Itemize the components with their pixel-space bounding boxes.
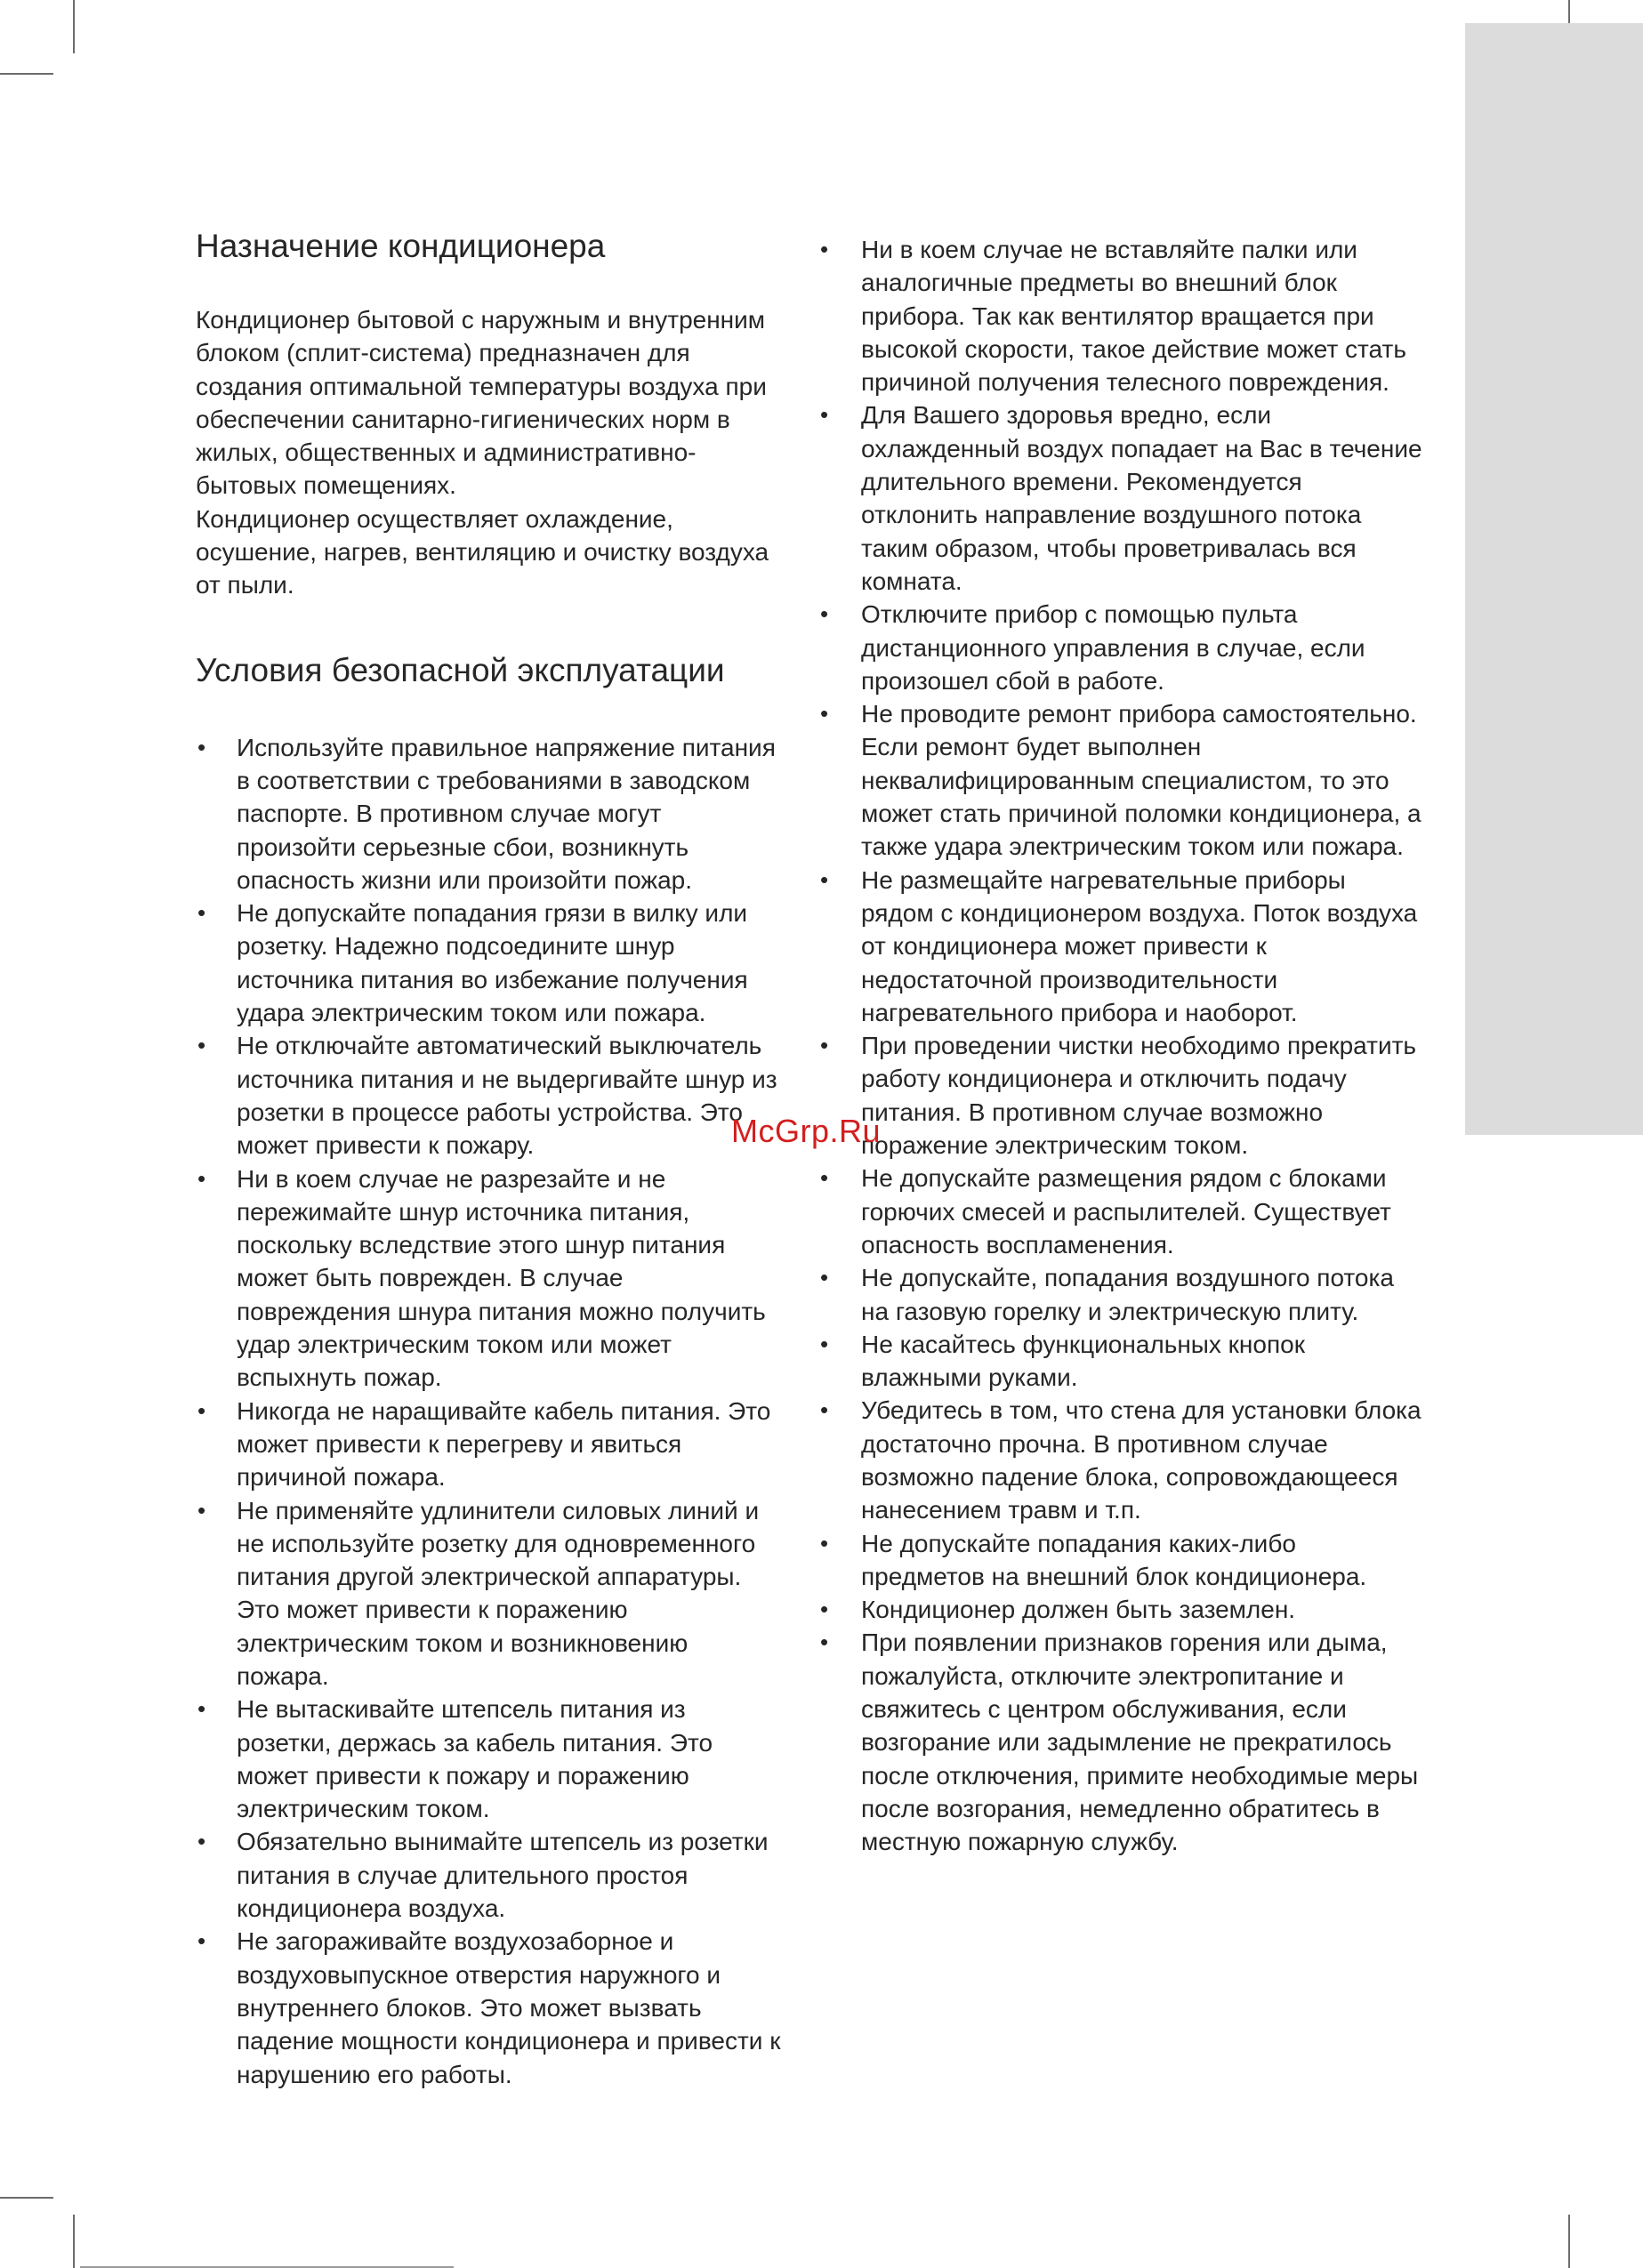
list-item-text: Отключите прибор с помощью пульта дистанционного управления в случае, если произошел сбой в работе. bbox=[861, 600, 1365, 695]
bullet-icon: • bbox=[820, 236, 829, 262]
watermark: McGrp.Ru bbox=[731, 1113, 882, 1149]
list-item-text: Никогда не наращивайте кабель питания. Это может привести к перегреву и явиться причиной пожара. bbox=[237, 1396, 771, 1492]
list-item-text: Не загораживайте воздухозаборное и воздуховыпускное отверстия наружного и внутреннего блоков. Это может вызвать падение мощности кондиционера и привести к нарушению его работы. bbox=[237, 1927, 781, 2088]
bullet-icon: • bbox=[197, 1927, 206, 1955]
crop-mark-top-left-v bbox=[73, 0, 75, 53]
bullet-icon: • bbox=[820, 700, 829, 728]
list-item bbox=[196, 1693, 783, 1825]
bullet-icon: • bbox=[820, 1629, 829, 1656]
list-item bbox=[196, 897, 783, 1029]
bullet-icon: • bbox=[820, 1396, 829, 1424]
list-item bbox=[818, 598, 1423, 697]
bullet-icon: • bbox=[820, 1596, 829, 1623]
section-title-purpose: Назначение кондиционера bbox=[196, 228, 606, 264]
right-column bbox=[818, 233, 1423, 1859]
list-item bbox=[818, 1394, 1423, 1526]
list-item bbox=[196, 1162, 783, 1395]
bullet-icon: • bbox=[820, 401, 829, 429]
safety-list-right bbox=[818, 233, 1423, 1859]
list-item bbox=[818, 233, 1423, 398]
left-column bbox=[196, 227, 783, 2091]
list-item-text: Убедитесь в том, что стена для установки блока достаточно прочна. В противном случае возможно падение блока, сопровождающееся нанесением травм и т.п. bbox=[861, 1396, 1422, 1524]
side-tab-bar bbox=[1465, 23, 1643, 1135]
list-item bbox=[818, 1162, 1423, 1261]
bullet-icon: • bbox=[820, 1529, 829, 1556]
list-item-text: Не вытаскивайте штепсель питания из розетки, держась за кабель питания. Это может привести к пожару и поражению электрическим током. bbox=[237, 1695, 713, 1823]
bullet-icon: • bbox=[820, 1032, 829, 1059]
bullet-icon: • bbox=[197, 1164, 206, 1192]
crop-mark-bottom-left-h bbox=[0, 2197, 53, 2199]
list-item bbox=[818, 1527, 1423, 1594]
purpose-text bbox=[196, 303, 783, 602]
list-item-text: Не допускайте попадания грязи в вилку или розетку. Надежно подсоедините шнур источника питания во избежание получения удара электрическим током или пожара. bbox=[237, 899, 748, 1027]
list-item bbox=[196, 1494, 783, 1693]
crop-mark-top-left-h bbox=[0, 73, 53, 75]
bullet-icon: • bbox=[197, 733, 206, 760]
list-item bbox=[196, 1395, 783, 1494]
list-item-text: Не применяйте удлинители силовых линий и не используйте розетку для одновременного питания другой электрической аппаратуры. Это может привести к поражению электрическим током и возникновению пожара. bbox=[237, 1496, 760, 1690]
purpose-paragraph: Кондиционер бытовой с наружным и внутренним блоком (сплит-система) предназначен для создания оптимальной температуры воздуха при обеспечении санитарно-гигиенических норм в жилых, общественных и административно-бытовых помещениях. bbox=[196, 306, 767, 500]
list-item-text: При проведении чистки необходимо прекратить работу кондиционера и отключить подачу питания. В противном случае возможно поражение электрическим током. bbox=[861, 1032, 1416, 1160]
bullet-icon: • bbox=[820, 1264, 829, 1291]
list-item bbox=[818, 1593, 1423, 1626]
list-item bbox=[818, 1626, 1423, 1858]
bullet-icon: • bbox=[197, 1695, 206, 1723]
list-item bbox=[196, 1029, 783, 1162]
crop-mark-bottom-left-v bbox=[73, 2215, 75, 2268]
list-item-text: Не допускайте попадания каких-либо предметов на внешний блок кондиционера. bbox=[861, 1529, 1367, 1590]
list-item-text: Не касайтесь функциональных кнопок влажными руками. bbox=[861, 1330, 1305, 1392]
purpose-paragraph: Кондиционер осуществляет охлаждение, осушение, нагрев, вентиляцию и очистку воздуха от пыли. bbox=[196, 504, 769, 599]
section-title-safety: Условия безопасной эксплуатации bbox=[196, 651, 725, 688]
list-item bbox=[818, 1328, 1423, 1395]
bullet-icon: • bbox=[820, 600, 829, 628]
bullet-icon: • bbox=[197, 1032, 206, 1059]
list-item bbox=[818, 1029, 1423, 1162]
list-item-text: Не проводите ремонт прибора самостоятельно. Если ремонт будет выполнен неквалифицированным специалистом, то это может стать причиной поломки кондиционера, а также удара электрическим током или пожара. bbox=[861, 700, 1422, 861]
bullet-icon: • bbox=[820, 1164, 829, 1192]
list-item-text: Не размещайте нагревательные приборы рядом с кондиционером воздуха. Поток воздуха от кондиционера может привести к недостаточной производительности нагревательного прибора и наоборот. bbox=[861, 865, 1418, 1026]
list-item bbox=[196, 731, 783, 897]
list-item bbox=[818, 697, 1423, 863]
list-item bbox=[196, 1825, 783, 1925]
bullet-icon: • bbox=[197, 1396, 206, 1424]
bullet-icon: • bbox=[197, 1828, 206, 1855]
crop-mark-bottom-right-v bbox=[1568, 2215, 1570, 2268]
list-item bbox=[818, 398, 1423, 598]
safety-list-left bbox=[196, 731, 783, 2091]
list-item bbox=[818, 864, 1423, 1029]
bullet-icon: • bbox=[197, 899, 206, 927]
list-item-text: Обязательно вынимайте штепсель из розетки питания в случае длительного простоя кондиционера воздуха. bbox=[237, 1828, 769, 1923]
list-item-text: Для Вашего здоровья вредно, если охлажденный воздух попадает на Вас в течение длительного времени. Рекомендуется отклонить направление воздушного потока таким образом, чтобы проветривалась вся комната. bbox=[861, 401, 1422, 595]
list-item-text: Используйте правильное напряжение питания в соответствии с требованиями в заводском паспорте. В противном случае могут произойти серьезные сбои, возникнуть опасность жизни или произойти пожар. bbox=[237, 733, 776, 894]
bullet-icon: • bbox=[820, 865, 829, 893]
list-item-text: Ни в коем случае не разрезайте и не пережимайте шнур источника питания, поскольку вследствие этого шнур питания может быть поврежден. В случае повреждения шнура питания можно получить удар электрическим током или может вспыхнуть пожар. bbox=[237, 1164, 766, 1392]
list-item-text: Не допускайте, попадания воздушного потока на газовую горелку и электрическую плиту. bbox=[861, 1264, 1394, 1325]
list-item-text: При появлении признаков горения или дыма, пожалуйста, отключите электропитание и свяжитесь с центром обслуживания, если возгорание или задымление не прекратилось после отключения, примите необходимые меры после возгорания, немедленно обратитесь в местную пожарную службу. bbox=[861, 1629, 1419, 1856]
list-item-text: Не допускайте размещения рядом с блоками горючих смесей и распылителей. Существует опасность воспламенения. bbox=[861, 1164, 1391, 1259]
list-item bbox=[196, 1925, 783, 2090]
list-item bbox=[818, 1261, 1423, 1328]
bullet-icon: • bbox=[820, 1330, 829, 1357]
bullet-icon: • bbox=[197, 1496, 206, 1524]
list-item-text: Кондиционер должен быть заземлен. bbox=[861, 1596, 1296, 1624]
list-item-text: Ни в коем случае не вставляйте палки или аналогичные предметы во внешний блок прибора. Так как вентилятор вращается при высокой скорости, такое действие может стать причиной получения телесного повреждения. bbox=[861, 236, 1406, 397]
list-item-text: Не отключайте автоматический выключатель источника питания и не выдергивайте шнур из розетки в процессе работы устройства. Это может привести к пожару. bbox=[237, 1032, 777, 1160]
